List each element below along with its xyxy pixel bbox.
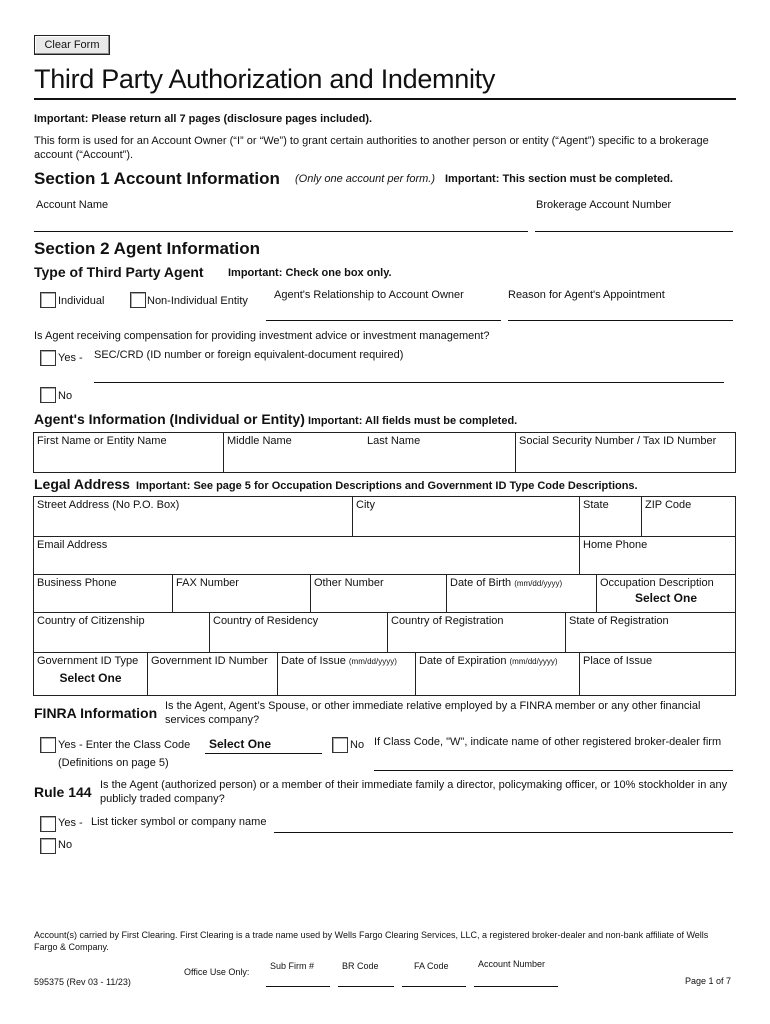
date-issue-field[interactable] <box>278 653 416 695</box>
gov-id-type-cell <box>34 653 148 695</box>
office-use-label: Office Use Only: <box>184 967 250 977</box>
finra-question: Is the Agent, Agent’s Spouse, or other immediate relative employed by a FINRA member or any other financial services company? <box>165 700 701 726</box>
class-code-select[interactable]: Select One <box>209 737 272 751</box>
business-phone-field[interactable] <box>34 575 173 613</box>
state-registration-label: State of Registration <box>569 615 669 627</box>
sub-firm-label: Sub Firm # <box>270 961 315 971</box>
other-number-label: Other Number <box>314 577 384 589</box>
email-field[interactable] <box>34 537 580 575</box>
home-phone-field[interactable] <box>580 537 735 575</box>
place-issue-field[interactable] <box>580 653 735 695</box>
rule144-heading: Rule 144 <box>34 784 92 800</box>
sec-crd-label: SEC/CRD (ID number or foreign equivalent-document required) <box>94 349 404 361</box>
ssn-field[interactable] <box>516 433 735 472</box>
street-address-label: Street Address (No P.O. Box) <box>37 499 180 511</box>
last-name-label: Last Name <box>367 435 421 447</box>
occupation-select[interactable]: Select One <box>634 591 698 605</box>
date-exp-label: Date of Expiration <box>419 655 507 667</box>
registration-field[interactable] <box>388 613 566 653</box>
agent-info-heading: Agent's Information (Individual or Entity) <box>34 411 305 427</box>
important-return-note: Important: Please return all 7 pages (disclosure pages included). <box>34 113 373 125</box>
ssn-label: Social Security Number / Tax ID Number <box>519 435 717 447</box>
class-code-underline <box>205 753 322 754</box>
ticker-field[interactable] <box>274 832 733 833</box>
gov-id-number-field[interactable] <box>148 653 278 695</box>
rule144-question: Is the Agent (authorized person) or a member of their immediate family a director, policymaking officer, or 10% stockholder in any publicly traded company? <box>100 779 728 805</box>
section1-note: (Only one account per form.) <box>295 173 436 185</box>
zip-field[interactable] <box>642 497 735 537</box>
fa-code-field[interactable] <box>402 986 466 987</box>
fax-field[interactable] <box>173 575 311 613</box>
rule144-no-checkbox[interactable] <box>40 838 56 854</box>
compensation-question: Is Agent receiving compensation for providing investment advice or investment management? <box>34 330 490 342</box>
account-number-label: Account Number <box>478 959 546 969</box>
non-individual-label: Non-Individual Entity <box>147 295 248 307</box>
account-name-field[interactable] <box>34 231 528 232</box>
state-registration-field[interactable] <box>566 613 735 653</box>
disclaimer-text: Account(s) carried by First Clearing. First Clearing is a trade name used by Wells Fargo Clearing Services, LLC, a registered broker-dealer and non-bank affiliate of Wells Fargo & Company. <box>34 930 709 952</box>
page-number: Page 1 of 7 <box>685 976 732 986</box>
finra-heading: FINRA Information <box>34 705 158 721</box>
type-agent-heading: Type of Third Party Agent <box>34 264 204 280</box>
agent-name-grid <box>33 432 736 473</box>
occupation-label: Occupation Description <box>600 577 714 589</box>
brokerage-account-number-field[interactable] <box>535 231 733 232</box>
compensation-yes-checkbox[interactable] <box>40 350 56 366</box>
finra-class-w-note: If Class Code, "W", indicate name of other registered broker-dealer firm <box>374 736 722 748</box>
dob-format-label: (mm/dd/yyyy) <box>514 579 563 588</box>
finra-no-checkbox[interactable] <box>332 737 348 753</box>
finra-definitions-note: (Definitions on page 5) <box>58 757 169 769</box>
home-phone-label: Home Phone <box>583 539 648 551</box>
middle-name-label: Middle Name <box>227 435 292 447</box>
reason-field[interactable] <box>508 320 733 321</box>
intro-text: This form is used for an Account Owner (“I” or “We”) to grant certain authorities to another person or entity (“Agent”) specific to a brokerage account (“Account”). <box>34 135 709 161</box>
account-number-field[interactable] <box>474 986 558 987</box>
agent-info-important: Important: All fields must be completed. <box>308 415 518 427</box>
br-code-field[interactable] <box>338 986 394 987</box>
registration-label: Country of Registration <box>391 615 504 627</box>
ticker-label: List ticker symbol or company name <box>91 816 267 828</box>
place-issue-label: Place of Issue <box>583 655 653 667</box>
reason-label: Reason for Agent's Appointment <box>508 289 665 301</box>
residency-field[interactable] <box>210 613 388 653</box>
state-label: State <box>583 499 609 511</box>
middle-name-field[interactable] <box>224 433 364 472</box>
fax-label: FAX Number <box>176 577 239 589</box>
account-name-label: Account Name <box>36 199 109 211</box>
citizenship-field[interactable] <box>34 613 210 653</box>
compensation-no-checkbox[interactable] <box>40 387 56 403</box>
non-individual-checkbox[interactable] <box>130 292 146 308</box>
sub-firm-field[interactable] <box>266 986 330 987</box>
compensation-no-label: No <box>58 390 73 402</box>
last-name-field[interactable] <box>364 433 516 472</box>
residency-label: Country of Residency <box>213 615 319 627</box>
dob-label: Date of Birth <box>450 577 512 589</box>
title-divider <box>34 98 736 100</box>
rule144-yes-checkbox[interactable] <box>40 816 56 832</box>
gov-id-type-select[interactable]: Select One <box>59 671 122 685</box>
legal-address-important: Important: See page 5 for Occupation Descriptions and Government ID Type Code Descriptions. <box>136 480 638 492</box>
dob-field[interactable] <box>447 575 597 613</box>
city-label: City <box>356 499 375 511</box>
other-number-field[interactable] <box>311 575 447 613</box>
business-phone-label: Business Phone <box>37 577 117 589</box>
section1-important: Important: This section must be completed. <box>445 173 673 185</box>
gov-id-number-label: Government ID Number <box>151 655 268 667</box>
type-agent-important: Important: Check one box only. <box>228 267 392 279</box>
br-code-label: BR Code <box>342 961 379 971</box>
zip-label: ZIP Code <box>645 499 692 511</box>
finra-no-label: No <box>350 739 365 751</box>
broker-dealer-name-field[interactable] <box>374 770 733 771</box>
rule144-yes-label: Yes - <box>58 817 83 829</box>
rule144-no-label: No <box>58 839 73 851</box>
clear-form-button[interactable]: Clear Form <box>34 35 110 55</box>
section2-heading: Section 2 Agent Information <box>34 239 261 258</box>
individual-label: Individual <box>58 295 105 307</box>
fa-code-label: FA Code <box>414 961 449 971</box>
first-name-label: First Name or Entity Name <box>37 435 167 447</box>
finra-yes-checkbox[interactable] <box>40 737 56 753</box>
citizenship-label: Country of Citizenship <box>37 615 145 627</box>
date-issue-format-label: (mm/dd/yyyy) <box>348 657 397 666</box>
sec-crd-field[interactable] <box>94 382 724 383</box>
form-id: 595375 (Rev 03 - 11/23) <box>34 977 131 987</box>
city-field[interactable] <box>353 497 580 537</box>
state-field[interactable] <box>580 497 642 537</box>
email-label: Email Address <box>37 539 108 551</box>
date-exp-field[interactable] <box>416 653 580 695</box>
brokerage-account-number-label: Brokerage Account Number <box>536 199 672 211</box>
compensation-yes-label: Yes - <box>58 352 83 364</box>
legal-address-heading: Legal Address <box>34 476 130 492</box>
legal-address-grid <box>33 496 736 696</box>
occupation-cell <box>597 575 735 613</box>
section1-heading: Section 1 Account Information <box>34 169 280 188</box>
relationship-label: Agent's Relationship to Account Owner <box>274 289 464 301</box>
gov-id-type-label: Government ID Type <box>37 655 139 667</box>
date-exp-format-label: (mm/dd/yyyy) <box>509 657 558 666</box>
date-issue-label: Date of Issue <box>281 655 346 667</box>
first-name-field[interactable] <box>34 433 224 472</box>
finra-yes-label: Yes - Enter the Class Code <box>58 739 191 751</box>
street-address-field[interactable] <box>34 497 353 537</box>
relationship-field[interactable] <box>266 320 501 321</box>
page-title: Third Party Authorization and Indemnity <box>34 64 496 94</box>
individual-checkbox[interactable] <box>40 292 56 308</box>
